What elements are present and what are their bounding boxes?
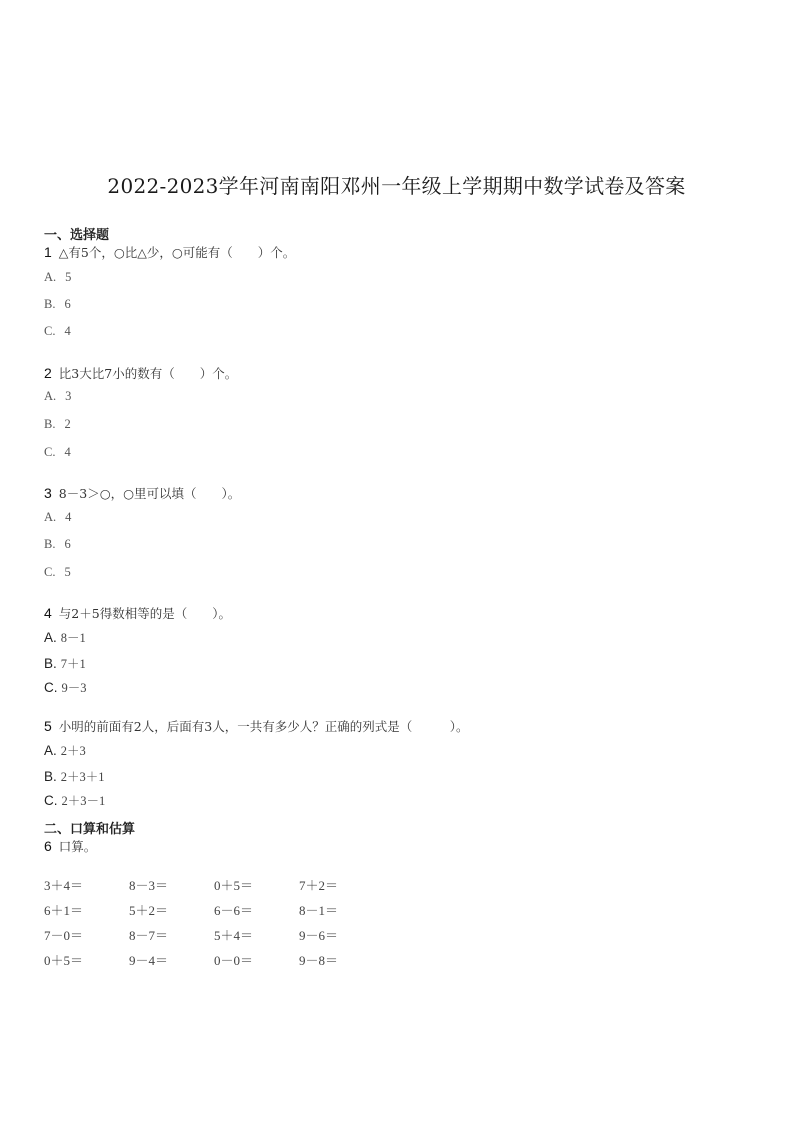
option-value: 2＋3－1 <box>61 794 106 808</box>
calc-item: 6＋1＝ <box>44 903 84 918</box>
calc-item: 8－1＝ <box>299 903 339 918</box>
calc-item: 7－0＝ <box>44 928 84 943</box>
option-letter: B. <box>44 769 57 784</box>
mental-math-grid <box>44 872 384 972</box>
option-b <box>44 767 105 785</box>
question-number: 5 <box>44 718 52 734</box>
option-b <box>44 654 86 672</box>
option-letter: A. <box>44 510 57 524</box>
question-stem: 口算。 <box>58 839 97 854</box>
option-letter: B. <box>44 417 56 431</box>
option-b <box>44 417 71 432</box>
option-c <box>44 445 71 460</box>
option-letter: A. <box>44 270 57 284</box>
option-letter: A. <box>44 630 57 645</box>
question-1 <box>44 243 295 261</box>
option-letter: C. <box>44 445 56 459</box>
section-heading-choice: 一、选择题 <box>44 228 110 243</box>
question-stem: △有5个，○比△少，○可能有（ ）个。 <box>58 245 296 260</box>
option-letter: C. <box>44 793 58 808</box>
option-value: 2＋3＋1 <box>60 770 105 784</box>
calc-item: 0＋5＝ <box>214 878 254 893</box>
option-b <box>44 537 71 552</box>
question-4 <box>44 604 231 622</box>
calc-item: 8－7＝ <box>129 928 169 943</box>
option-value: 2 <box>64 417 71 431</box>
question-stem: 8－3＞○，○里可以填（ ）。 <box>58 486 241 501</box>
option-value: 4 <box>64 324 71 338</box>
question-5 <box>44 717 468 735</box>
option-value: 6 <box>64 537 71 551</box>
calc-item: 9－8＝ <box>299 953 339 968</box>
question-number: 6 <box>44 838 52 854</box>
question-2 <box>44 364 237 382</box>
option-a <box>44 270 71 285</box>
option-letter: C. <box>44 680 58 695</box>
option-value: 5 <box>64 565 71 579</box>
calc-item: 0－0＝ <box>214 953 254 968</box>
option-letter: B. <box>44 297 56 311</box>
calc-row <box>44 922 384 947</box>
calc-item: 7＋2＝ <box>299 878 339 893</box>
option-letter: A. <box>44 743 57 758</box>
option-value: 3 <box>65 389 72 403</box>
option-b <box>44 297 71 312</box>
question-number: 3 <box>44 485 52 501</box>
question-number: 1 <box>44 244 52 260</box>
question-stem: 比3大比7小的数有（ ）个。 <box>58 366 238 381</box>
document-title: 2022-2023学年河南南阳邓州一年级上学期期中数学试卷及答案 <box>107 174 686 198</box>
option-value: 4 <box>64 445 71 459</box>
option-letter: B. <box>44 537 56 551</box>
option-c <box>44 565 71 580</box>
option-c <box>44 791 105 809</box>
option-a <box>44 510 71 525</box>
option-value: 4 <box>65 510 72 524</box>
option-a <box>44 628 86 646</box>
calc-row <box>44 947 384 972</box>
calc-item: 6－6＝ <box>214 903 254 918</box>
question-6 <box>44 837 96 855</box>
calc-row <box>44 872 384 897</box>
calc-item: 0＋5＝ <box>44 953 84 968</box>
option-a <box>44 389 71 404</box>
option-a <box>44 741 86 759</box>
option-value: 5 <box>65 270 72 284</box>
option-letter: B. <box>44 656 57 671</box>
question-number: 4 <box>44 605 52 621</box>
calc-row <box>44 897 384 922</box>
calc-item: 5＋2＝ <box>129 903 169 918</box>
calc-item: 9－6＝ <box>299 928 339 943</box>
question-stem: 小明的前面有2人，后面有3人，一共有多少人？正确的列式是（ ）。 <box>58 719 469 734</box>
calc-item: 9－4＝ <box>129 953 169 968</box>
question-stem: 与2＋5得数相等的是（ ）。 <box>58 606 231 621</box>
option-value: 8－1 <box>60 631 86 645</box>
option-c <box>44 678 87 696</box>
calc-item: 3＋4＝ <box>44 878 84 893</box>
option-value: 6 <box>64 297 71 311</box>
calc-item: 8－3＝ <box>129 878 169 893</box>
question-3 <box>44 484 240 502</box>
question-number: 2 <box>44 365 52 381</box>
option-value: 7＋1 <box>60 657 86 671</box>
section-heading-mental-math: 二、口算和估算 <box>44 822 136 837</box>
option-value: 9－3 <box>61 681 87 695</box>
calc-item: 5＋4＝ <box>214 928 254 943</box>
option-letter: C. <box>44 324 56 338</box>
option-letter: C. <box>44 565 56 579</box>
option-letter: A. <box>44 389 57 403</box>
option-c <box>44 324 71 339</box>
option-value: 2＋3 <box>60 744 86 758</box>
